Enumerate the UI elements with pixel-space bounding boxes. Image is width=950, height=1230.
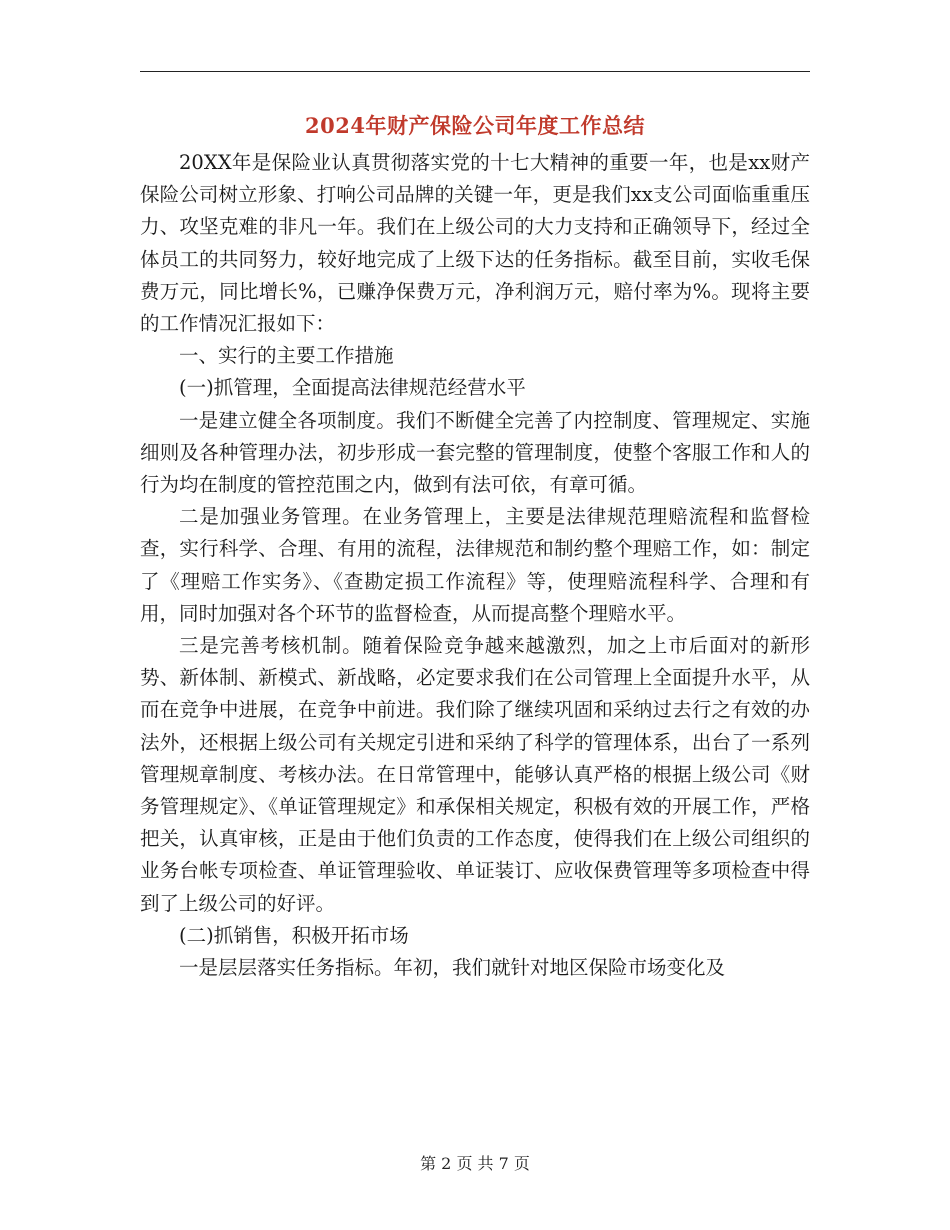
paragraph-intro: 20XX年是保险业认真贯彻落实党的十七大精神的重要一年，也是xx财产保险公司树立形象、打响公司品牌的关键一年，更是我们xx支公司面临重重压力、攻坚克难的非凡一年。我们在上级公司的大力支持和正确领导下，经过全体员工的共同努力，较好地完成了上级下达的任务指标。截至目前，实收毛保费万元，同比增长%，已赚净保费万元，净利润万元，赔付率为%。现将主要的工作情况汇报如下： bbox=[140, 151, 810, 336]
section-heading-1: 一、实行的主要工作措施 bbox=[179, 344, 394, 368]
paragraph-business: 二是加强业务管理。在业务管理上，主要是法律规范理赔流程和监督检查，实行科学、合理、有用的流程，法律规范和制约整个理赔工作，如：制定了《理赔工作实务》、《查勘定损工作流程》等，使理赔流程科学、合理和有用，同时加强对各个环节的监督检查，从而提高整个理赔水平。 bbox=[140, 505, 810, 625]
header-rule bbox=[140, 71, 810, 72]
subsection-heading-1: (一)抓管理，全面提高法律规范经营水平 bbox=[179, 376, 526, 400]
document-title: 2024年财产保险公司年度工作总结 bbox=[305, 113, 645, 138]
document-body bbox=[140, 147, 810, 984]
paragraph-assessment: 三是完善考核机制。随着保险竞争越来越激烈，加之上市后面对的新形势、新体制、新模式、新战略，必定要求我们在公司管理上全面提升水平，从而在竞争中进展，在竞争中前进。我们除了继续巩固和采纳过去行之有效的办法外，还根据上级公司有关规定引进和采纳了科学的管理体系，出台了一系列管理规章制度、考核办法。在日常管理中，能够认真严格的根据上级公司《财务管理规定》、《单证管理规定》和承保相关规定，积极有效的开展工作，严格把关，认真审核，正是由于他们负责的工作态度，使得我们在上级公司组织的业务台帐专项检查、单证管理验收、单证装订、应收保费管理等多项检查中得到了上级公司的好评。 bbox=[140, 634, 810, 915]
subsection-heading-2: (二)抓销售，积极开拓市场 bbox=[179, 923, 409, 947]
page-number: 第 2 页 共 7 页 bbox=[420, 1154, 530, 1173]
paragraph-system: 一是建立健全各项制度。我们不断健全完善了内控制度、管理规定、实施细则及各种管理办法，初步形成一套完整的管理制度，使整个客服工作和人的行为均在制度的管控范围之内，做到有法可依，有章可循。 bbox=[140, 408, 810, 497]
paragraph-targets: 一是层层落实任务指标。年初，我们就针对地区保险市场变化及 bbox=[179, 956, 726, 980]
